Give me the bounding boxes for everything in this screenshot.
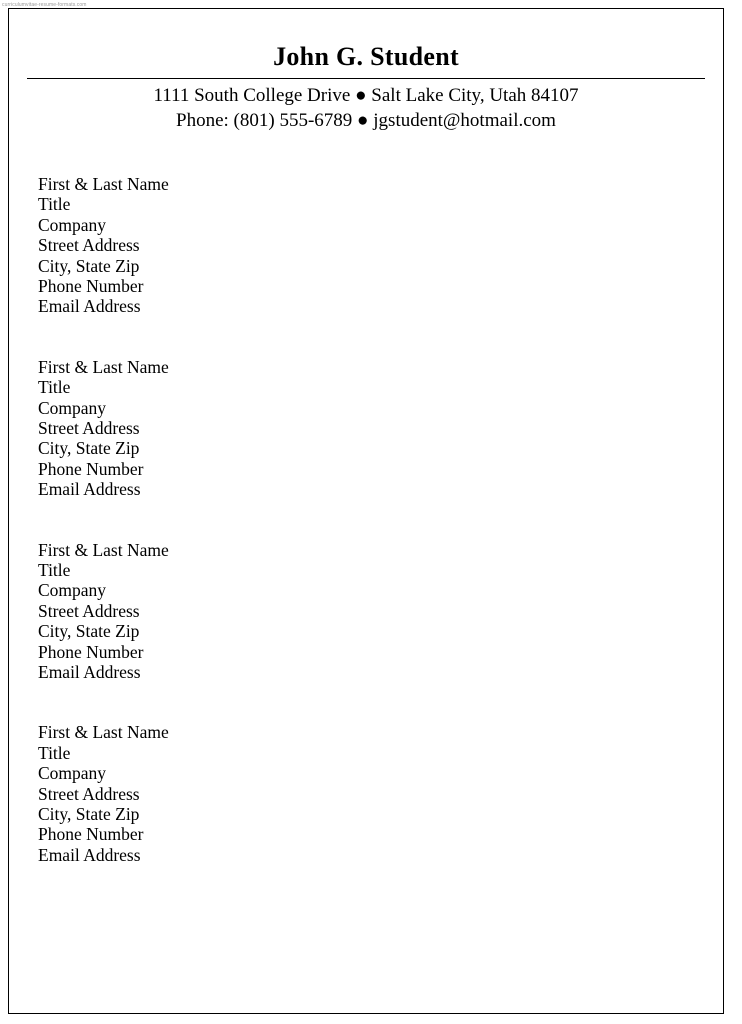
reference-city-state-zip: City, State Zip: [38, 255, 140, 276]
reference-company: Company: [38, 214, 107, 235]
reference-name: First & Last Name: [38, 539, 169, 560]
document-sheet: [9, 9, 723, 1013]
reference-city-state-zip: City, State Zip: [38, 438, 140, 459]
reference-block: [38, 722, 705, 865]
reference-block: [38, 174, 705, 317]
reference-title: Title: [38, 194, 71, 215]
title-divider: [27, 78, 705, 79]
reference-street: Street Address: [38, 600, 140, 621]
reference-city-state-zip: City, State Zip: [38, 804, 140, 825]
reference-title: Title: [38, 377, 71, 398]
reference-name: First & Last Name: [38, 722, 169, 743]
reference-email: Email Address: [38, 844, 141, 865]
reference-phone: Phone Number: [38, 641, 144, 662]
reference-email: Email Address: [38, 479, 141, 500]
reference-title: Title: [38, 559, 71, 580]
reference-street: Street Address: [38, 417, 140, 438]
reference-company: Company: [38, 580, 107, 601]
reference-title: Title: [38, 742, 71, 763]
reference-name: First & Last Name: [38, 356, 169, 377]
reference-phone: Phone Number: [38, 824, 144, 845]
reference-company: Company: [38, 397, 107, 418]
address-line: 1111 South College Drive ● Salt Lake City, Utah 84107: [153, 84, 579, 106]
reference-phone: Phone Number: [38, 458, 144, 479]
reference-city-state-zip: City, State Zip: [38, 621, 140, 642]
reference-block: [38, 540, 705, 683]
reference-name: First & Last Name: [38, 173, 169, 194]
document-page: [8, 8, 724, 1014]
reference-email: Email Address: [38, 662, 141, 682]
reference-list: [27, 174, 705, 865]
reference-street: Street Address: [38, 783, 140, 804]
reference-company: Company: [38, 763, 107, 784]
reference-phone: Phone Number: [38, 275, 144, 296]
page-title: John G. Student: [273, 42, 459, 71]
contact-line: Phone: (801) 555-6789 ● jgstudent@hotmail.com: [176, 110, 556, 132]
reference-block: [38, 357, 705, 500]
reference-street: Street Address: [38, 235, 140, 256]
site-watermark: curriculumvitae-resume-formats.com: [2, 2, 87, 8]
reference-email: Email Address: [38, 296, 141, 317]
